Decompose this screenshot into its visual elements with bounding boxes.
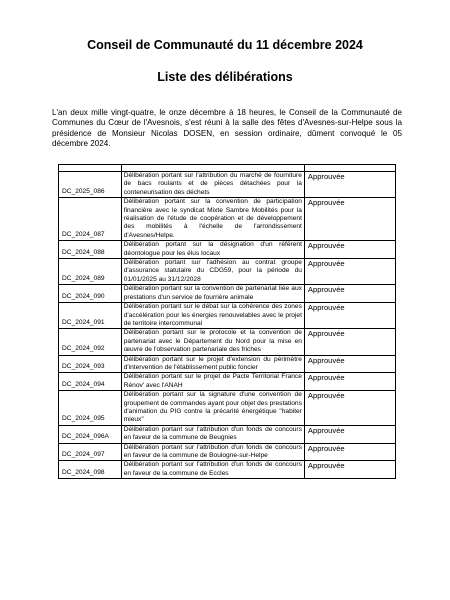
- deliberations-table: [58, 164, 396, 479]
- deliberation-code: DC_2024_097: [59, 443, 122, 461]
- deliberation-description: Délibération portant sur le protocole et la convention de partenariat avec le Département du Nord pour la mise en œuvre de l'observation partenariale des friches: [121, 329, 304, 355]
- table-row: [59, 259, 396, 285]
- deliberation-status: Approuvée: [304, 425, 395, 443]
- deliberation-status: Approuvée: [304, 241, 395, 259]
- table-row: [59, 241, 396, 259]
- deliberation-description: Délibération portant sur l'attribution du marché de fourniture de bacs roulants et de pièces détachées pour la conteneurisation des déchets: [121, 172, 304, 198]
- deliberation-code: DC_2024_091: [59, 303, 122, 329]
- deliberation-status: Approuvée: [304, 373, 395, 391]
- deliberation-code: DC_2025_086: [59, 172, 122, 198]
- deliberation-code: DC_2024_094: [59, 373, 122, 391]
- deliberation-status: Approuvée: [304, 285, 395, 303]
- deliberation-status: Approuvée: [304, 391, 395, 426]
- deliberation-code: DC_2024_093: [59, 355, 122, 373]
- deliberation-description: Délibération portant sur l'adhésion au contrat groupe d'assurance statutaire du CDG59, pour la période du 01/01/2025 au 31/12/2028: [121, 259, 304, 285]
- table-row: [59, 443, 396, 461]
- deliberation-code: DC_2024_096A: [59, 425, 122, 443]
- intro-paragraph: L'an deux mille vingt-quatre, le onze décembre à 18 heures, le Conseil de la Communauté de Communes du Cœur de l'Avesnois, s'est réuni à la salle des fêtes d'Avesnes-sur-Helpe sous la présidence de Monsieur Nicolas DOSEN, en session ordinaire, dûment convoqué le 05 décembre 2024.: [52, 108, 402, 149]
- deliberation-status: Approuvée: [304, 172, 395, 198]
- deliberation-description: Délibération portant sur la convention de participation financière avec le syndicat Mixte Sambre Mobilités pour la réalisation de l'étude de coopération et de développement des mobilités à l'échelle de l'arrondissement d'Avesnes/Helpe.: [121, 198, 304, 241]
- deliberation-code: DC_2024_090: [59, 285, 122, 303]
- deliberation-description: Délibération portant sur l'attribution d'un fonds de concours en faveur de la commune de Beugnies: [121, 425, 304, 443]
- table-header-row: [59, 165, 396, 172]
- deliberation-status: Approuvée: [304, 329, 395, 355]
- deliberation-description: Délibération portant sur la convention de partenariat liée aux prestations d'un service de fourrière animale: [121, 285, 304, 303]
- deliberation-description: Délibération portant sur la désignation d'un référent déontologue pour les élus locaux: [121, 241, 304, 259]
- deliberation-status: Approuvée: [304, 198, 395, 241]
- deliberation-description: Délibération portant sur l'attribution d'un fonds de concours en faveur de la commune de Eccles: [121, 461, 304, 479]
- table-row: [59, 391, 396, 426]
- table-row: [59, 285, 396, 303]
- deliberation-code: DC_2024_092: [59, 329, 122, 355]
- deliberation-code: DC_2024_095: [59, 391, 122, 426]
- deliberation-description: Délibération portant sur le projet d'extension du périmètre d'intervention de l'établissement public foncier: [121, 355, 304, 373]
- deliberation-code: DC_2024_088: [59, 241, 122, 259]
- deliberation-status: Approuvée: [304, 303, 395, 329]
- table-row: [59, 373, 396, 391]
- deliberation-description: Délibération portant sur la signature d'une convention de groupement de commandes ayant pour objet des prestations d'animation du PIG contre la précarité énergétique "habiter mieux": [121, 391, 304, 426]
- empty-cell: [59, 165, 122, 172]
- table-row: [59, 355, 396, 373]
- deliberation-code: DC_2024_098: [59, 461, 122, 479]
- table-row: [59, 172, 396, 198]
- table-row: [59, 425, 396, 443]
- deliberation-description: Délibération portant sur le projet de Pacte Territorial France Rénov' avec l'ANAH: [121, 373, 304, 391]
- deliberation-code: DC_2024_089: [59, 259, 122, 285]
- page-title: Conseil de Communauté du 11 décembre 2024: [87, 38, 363, 52]
- table-row: [59, 461, 396, 479]
- table-row: [59, 329, 396, 355]
- deliberation-description: Délibération portant sur l'attribution d'un fonds de concours en faveur de la commune de Boulogne-sur-Helpe: [121, 443, 304, 461]
- deliberation-description: Délibération portant sur le débat sur la cohérence des zones d'accélération pour les énergies renouvelables avec le projet de territoire intercommunal: [121, 303, 304, 329]
- table-row: [59, 303, 396, 329]
- page-subtitle: Liste des délibérations: [157, 70, 293, 84]
- table-row: [59, 198, 396, 241]
- deliberation-status: Approuvée: [304, 355, 395, 373]
- deliberation-status: Approuvée: [304, 259, 395, 285]
- deliberation-status: Approuvée: [304, 461, 395, 479]
- deliberation-status: Approuvée: [304, 443, 395, 461]
- empty-cell: [304, 165, 395, 172]
- empty-cell: [121, 165, 304, 172]
- deliberation-code: DC_2024_087: [59, 198, 122, 241]
